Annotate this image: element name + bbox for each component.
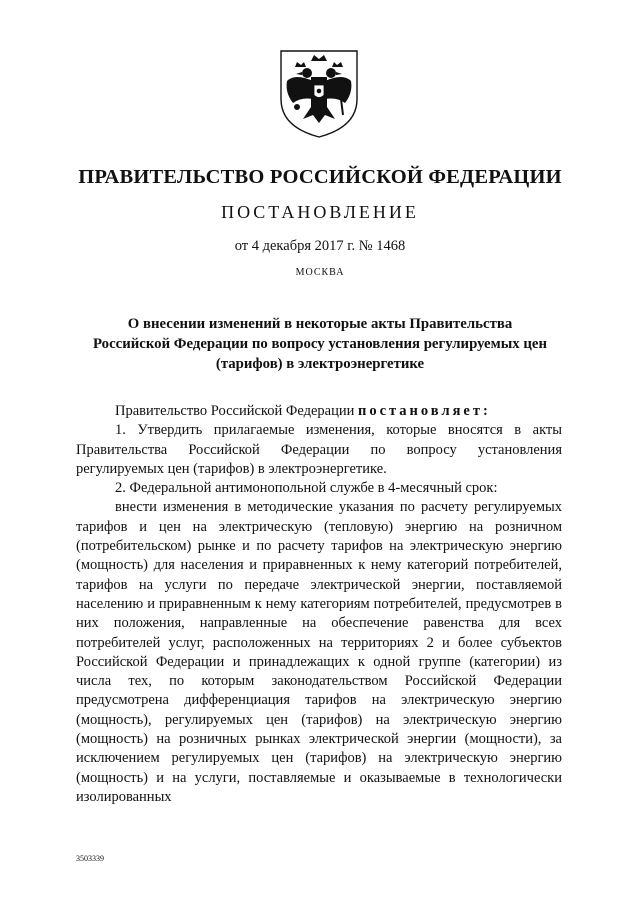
document-type: ПОСТАНОВЛЕНИЕ	[221, 202, 419, 222]
title-line: (тарифов) в электроэнергетике	[215, 356, 425, 372]
paragraph-1: 1. Утвердить прилагаемые изменения, которые вносятся в акты Правительства Российской Федерации по вопросу установления регулируемых цен (тарифов) в электроэнергетике.	[76, 422, 562, 477]
paragraph-3: внести изменения в методические указания по расчету регулируемых тарифов и цен на электрическую (тепловую) энергию на розничном (потребительском) рынке и по расчету тарифов на электрическую энергию (мощность) для населения и приравненных к нему категорий потребителей, тарифов на услуги по передаче электрической энергии, поставляемой населению и приравненным к нему категориям потребителей, предусмотрев в них положения, направленные на обеспечение равенства для всех потребителей услуг, расположенных на территориях 2 и более субъектов Российской Федерации и принадлежащих к одной группе (категории) из числа тех, по которым законодательством Российской Федерации предусмотрена дифференциация тарифов на электрическую энергию (мощность), регулируемых цен (тарифов) на электрическую энергию (мощность) на розничных рынках электрической энергии (мощности), за исключением регулируемых цен (тарифов) на электрическую энергию (мощность) и на услуги, поставляемые и оказываемые в технологически изолированных	[76, 499, 562, 805]
paragraph-2: 2. Федеральной антимонопольной службе в 4-месячный срок:	[115, 480, 498, 497]
document-title	[0, 314, 640, 374]
document-body	[76, 402, 562, 807]
footer-code: 3503339	[76, 854, 104, 863]
intro-prefix: Правительство Российской Федерации	[115, 403, 358, 419]
date-number-line: от 4 декабря 2017 г. № 1468	[234, 238, 406, 254]
intro-keyword: постановляет:	[357, 403, 491, 419]
title-line: О внесении изменений в некоторые акты Правительства	[127, 316, 513, 332]
government-name: ПРАВИТЕЛЬСТВО РОССИЙСКОЙ ФЕДЕРАЦИИ	[78, 166, 562, 188]
title-line: Российской Федерации по вопросу установления регулируемых цен	[93, 336, 547, 352]
intro-paragraph	[76, 402, 562, 421]
coat-of-arms-icon	[273, 47, 365, 139]
city: МОСКВА	[295, 267, 345, 278]
